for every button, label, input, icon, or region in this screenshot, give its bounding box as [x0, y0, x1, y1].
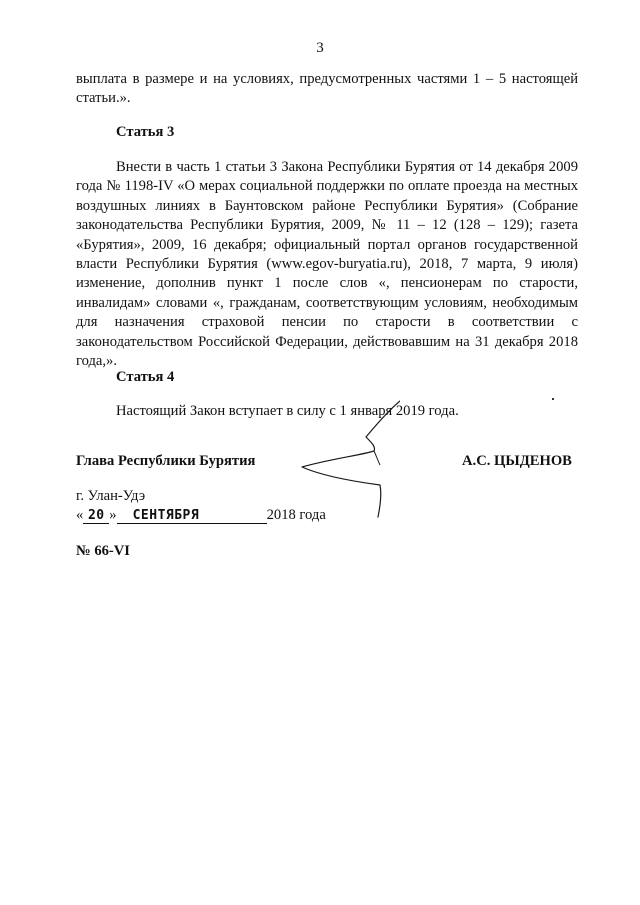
date-year: 2018 года [266, 507, 326, 523]
date-month: СЕНТЯБРЯ [117, 508, 267, 524]
signatory-title: Глава Республики Бурятия [76, 453, 256, 469]
continuation-paragraph: выплата в размере и на условиях, предусмотренных частями 1 – 5 настоящей статьи.». [76, 71, 578, 107]
article-3-heading: Статья 3 [116, 124, 175, 140]
date-day: 20 [83, 508, 109, 524]
page-number: 3 [316, 40, 324, 56]
date-open-quote: « [76, 507, 84, 523]
signatory-name: А.С. ЦЫДЕНОВ [462, 453, 572, 469]
handwritten-signature [290, 395, 400, 520]
date-line [76, 507, 326, 524]
place-of-signing: г. Улан-Удэ [76, 488, 146, 504]
article-4-text: Настоящий Закон вступает в силу с 1 января 2019 года. [116, 403, 459, 419]
date-close-quote: » [109, 507, 117, 523]
scan-speck [552, 398, 554, 400]
law-number: № 66-VI [76, 543, 130, 559]
article-4-heading: Статья 4 [116, 369, 175, 385]
article-3-text: Внести в часть 1 статьи 3 Закона Республики Бурятия от 14 декабря 2009 года № 1198-IV «О мерах социальной поддержки по оплате проезда на местных воздушных линиях в Баунтовском районе Республики Бурятия» (Собрание законодательства Республики Бурятия, 2009, № 11 – 12 (128 – 129); газета «Бурятия», 2009, 16 декабря; официальный портал органов государственной власти Республики Бурятия (www.egov-buryatia.ru), 2018, 7 марта, 9 июля) изменение, дополнив пункт 1 после слов «, пенсионерам по старости, инвалидам» словами «, гражданам, соответствующим условиям, необходимым для назначения страховой пенсии по старости в соответствии с законодательством Российской Федерации, действовавшим на 31 декабря 2018 года,». [76, 159, 578, 370]
